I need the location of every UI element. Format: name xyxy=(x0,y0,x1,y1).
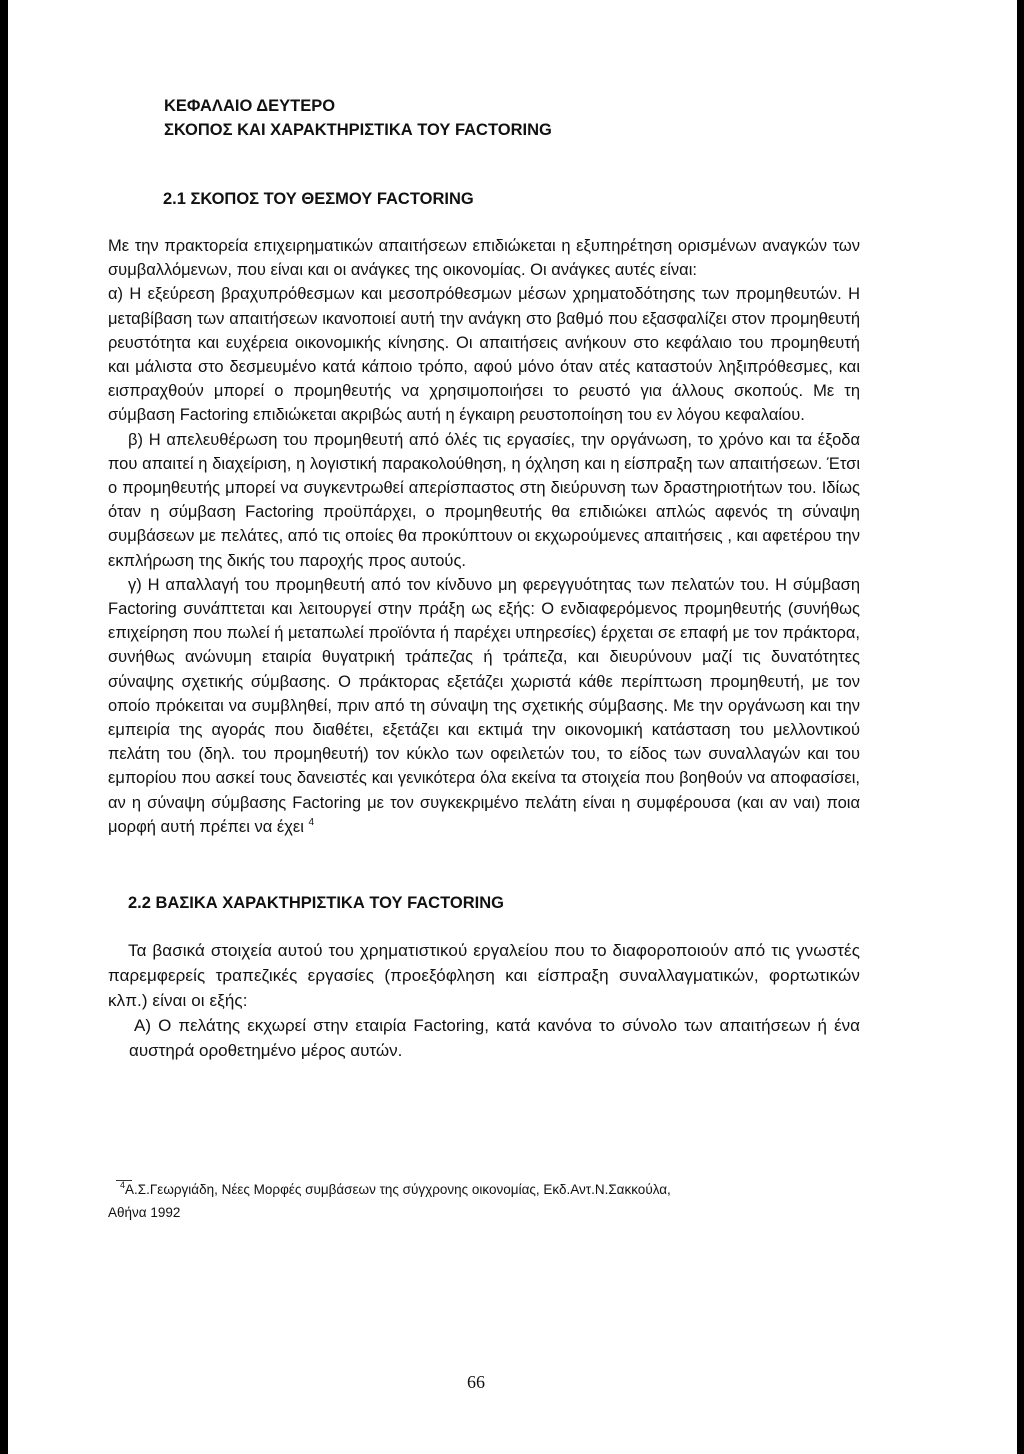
footnote-line-2: Αθήνα 1992 xyxy=(108,1205,181,1220)
scan-border-left xyxy=(0,0,8,1454)
footnote-citation: Α.Σ.Γεωργιάδη, Νέες Μορφές συμβάσεων της σύγχρονης οικονομίας, Εκδ.Αντ.Ν.Σακκούλα, xyxy=(125,1182,671,1197)
paragraph-section2-item-a: Α) Ο πελάτης εκχωρεί στην εταιρία Factoring, κατά κανόνα το σύνολο των απαιτήσεων ή ένα αυστηρά οροθετημένο μέρος αυτών. xyxy=(129,1016,860,1061)
footnote xyxy=(108,1178,868,1224)
paragraph-section2-intro: Τα βασικά στοιχεία αυτού του χρηματιστικού εργαλείου που το διαφοροποιούν από τις γνωστές παρεμφερείς τραπεζικές εργασίες (προεξόφληση και είσπραξη συναλλαγματικών, φορτωτικών κλπ.) είναι οι εξής: xyxy=(108,941,860,1011)
paragraph-item-c xyxy=(108,573,860,839)
paragraph-intro: Με την πρακτορεία επιχειρηματικών απαιτήσεων επιδιώκεται η εξυπηρέτηση ορισμένων αναγκών των συμβαλλόμενων, που είναι και οι ανάγκες της οικονομίας. Οι ανάγκες αυτές είναι: xyxy=(108,237,860,280)
footnote-mark: 4 xyxy=(120,1180,126,1190)
chapter-heading xyxy=(164,94,860,142)
paragraph-item-a: α) Η εξεύρεση βραχυπρόθεσμων και μεσοπρόθεσμων μέσων χρηματοδότησης των προμηθευτών. Η μεταβίβαση των απαιτήσεων ικανοποιεί αυτή την ανάγκη στο βαθμό που εξασφαλίζει στον προμηθευτή ρευστότητα και ευχέρεια οικονομικής κίνησης. Οι απαιτήσεις ανήκουν στο κεφάλαιο του προμηθευτή και μάλιστα στο δεσμευμένο κατά κάποιο τρόπο, αφού μόνο όταν ατές καταστούν ληξιπρόθεσμες, και εισπραχθούν μπορεί ο προμηθευτής να χρησιμοποιήσει το ρευστό για άλλους σκοπούς. Με τη σύμβαση Factoring επιδιώκεται ακριβώς αυτή η έγκαιρη ρευστοποίηση του εν λόγου κεφαλαίου. xyxy=(108,285,860,425)
chapter-title: ΣΚΟΠΟΣ ΚΑΙ ΧΑΡΑΚΤΗΡΙΣΤΙΚΑ ΤΟΥ FACTORING xyxy=(164,121,552,139)
scan-border-right xyxy=(1017,0,1024,1454)
page-body xyxy=(108,94,860,1063)
footnote-reference: 4 xyxy=(308,816,315,828)
paragraph-item-b: β) Η απελευθέρωση του προμηθευτή από όλές τις εργασίες, την οργάνωση, το χρόνο και τα έξοδα που απαιτεί η διαχείριση, η λογιστική παρακολούθηση, η όχληση και η είσπραξη των απαιτήσεων. Έτσι ο προμηθευτής μπορεί να συγκεντρωθεί απερίσπαστος στη διεύρυνση των δραστηριοτήτων του. Ιδίως όταν η σύμβαση Factoring προϋπάρχει, ο προμηθευτής θα επιδιώκει απλώς αφενός τη σύναψη συμβάσεων με πελάτες, από τις οποίες θα προκύπτουν οι εκχωρούμενες απαιτήσεις , και αφετέρου την εκπλήρωση της δικής του παροχής προς αυτούς. xyxy=(108,430,860,570)
section-heading-2-2: 2.2 ΒΑΣΙΚΑ ΧΑΡΑΚΤΗΡΙΣΤΙΚΑ ΤΟΥ FACTORING xyxy=(128,894,504,913)
page-number: 66 xyxy=(467,1372,485,1392)
chapter-number: ΚΕΦΑΛΑΙΟ ΔΕΥΤΕΡΟ xyxy=(164,97,336,115)
footnote-line-1 xyxy=(108,1178,868,1201)
paragraph-item-c-text: γ) Η απαλλαγή του προμηθευτή από τον κίνδυνο μη φερεγγυότητας των πελατών του. Η σύμβαση Factoring συνάπτεται και λειτουργεί στην πράξη ως εξής: Ο ενδιαφερόμενος προμηθευτής (συνήθως επιχείρηση που πωλεί ή μεταπωλεί προϊόντα ή παρέχει υπηρεσίες) έρχεται σε επαφή με τον πράκτορα, συνήθως ανώνυμη εταιρία θυγατρική τράπεζας ή τράπεζα, και διευρύνουν μαζί τις δυνατότητες σύναψης σχετικής σύμβασης. Ο πράκτορας εξετάζει χωριστά κάθε περίπτωση προμηθευτή, με τον οποίο πρόκειται να συμβληθεί, πριν από τη σύναψη της σχετικής σύμβασης. Με την οργάνωση και την εμπειρία της αγοράς που διαθέτει, εξετάζει και εκτιμά την οικονομική κατάσταση του μελλοντικού πελάτη του (δηλ. του προμηθευτή) τον κύκλο των οφειλετών του, το είδος των συναλλαγών και του εμπορίου που ασκεί τους δανειστές και γενικότερα όλα εκείνα τα στοιχεία που βοηθούν να αποφασίσει, αν η σύναψη σύμβασης Factoring με τον συγκεκριμένο πελάτη είναι η συμφέρουσα (και αν ναι) ποια μορφή αυτή πρέπει να έχει xyxy=(108,575,860,836)
section-heading-2-1: 2.1 ΣΚΟΠΟΣ ΤΟΥ ΘΕΣΜΟΥ FACTORING xyxy=(163,190,474,208)
